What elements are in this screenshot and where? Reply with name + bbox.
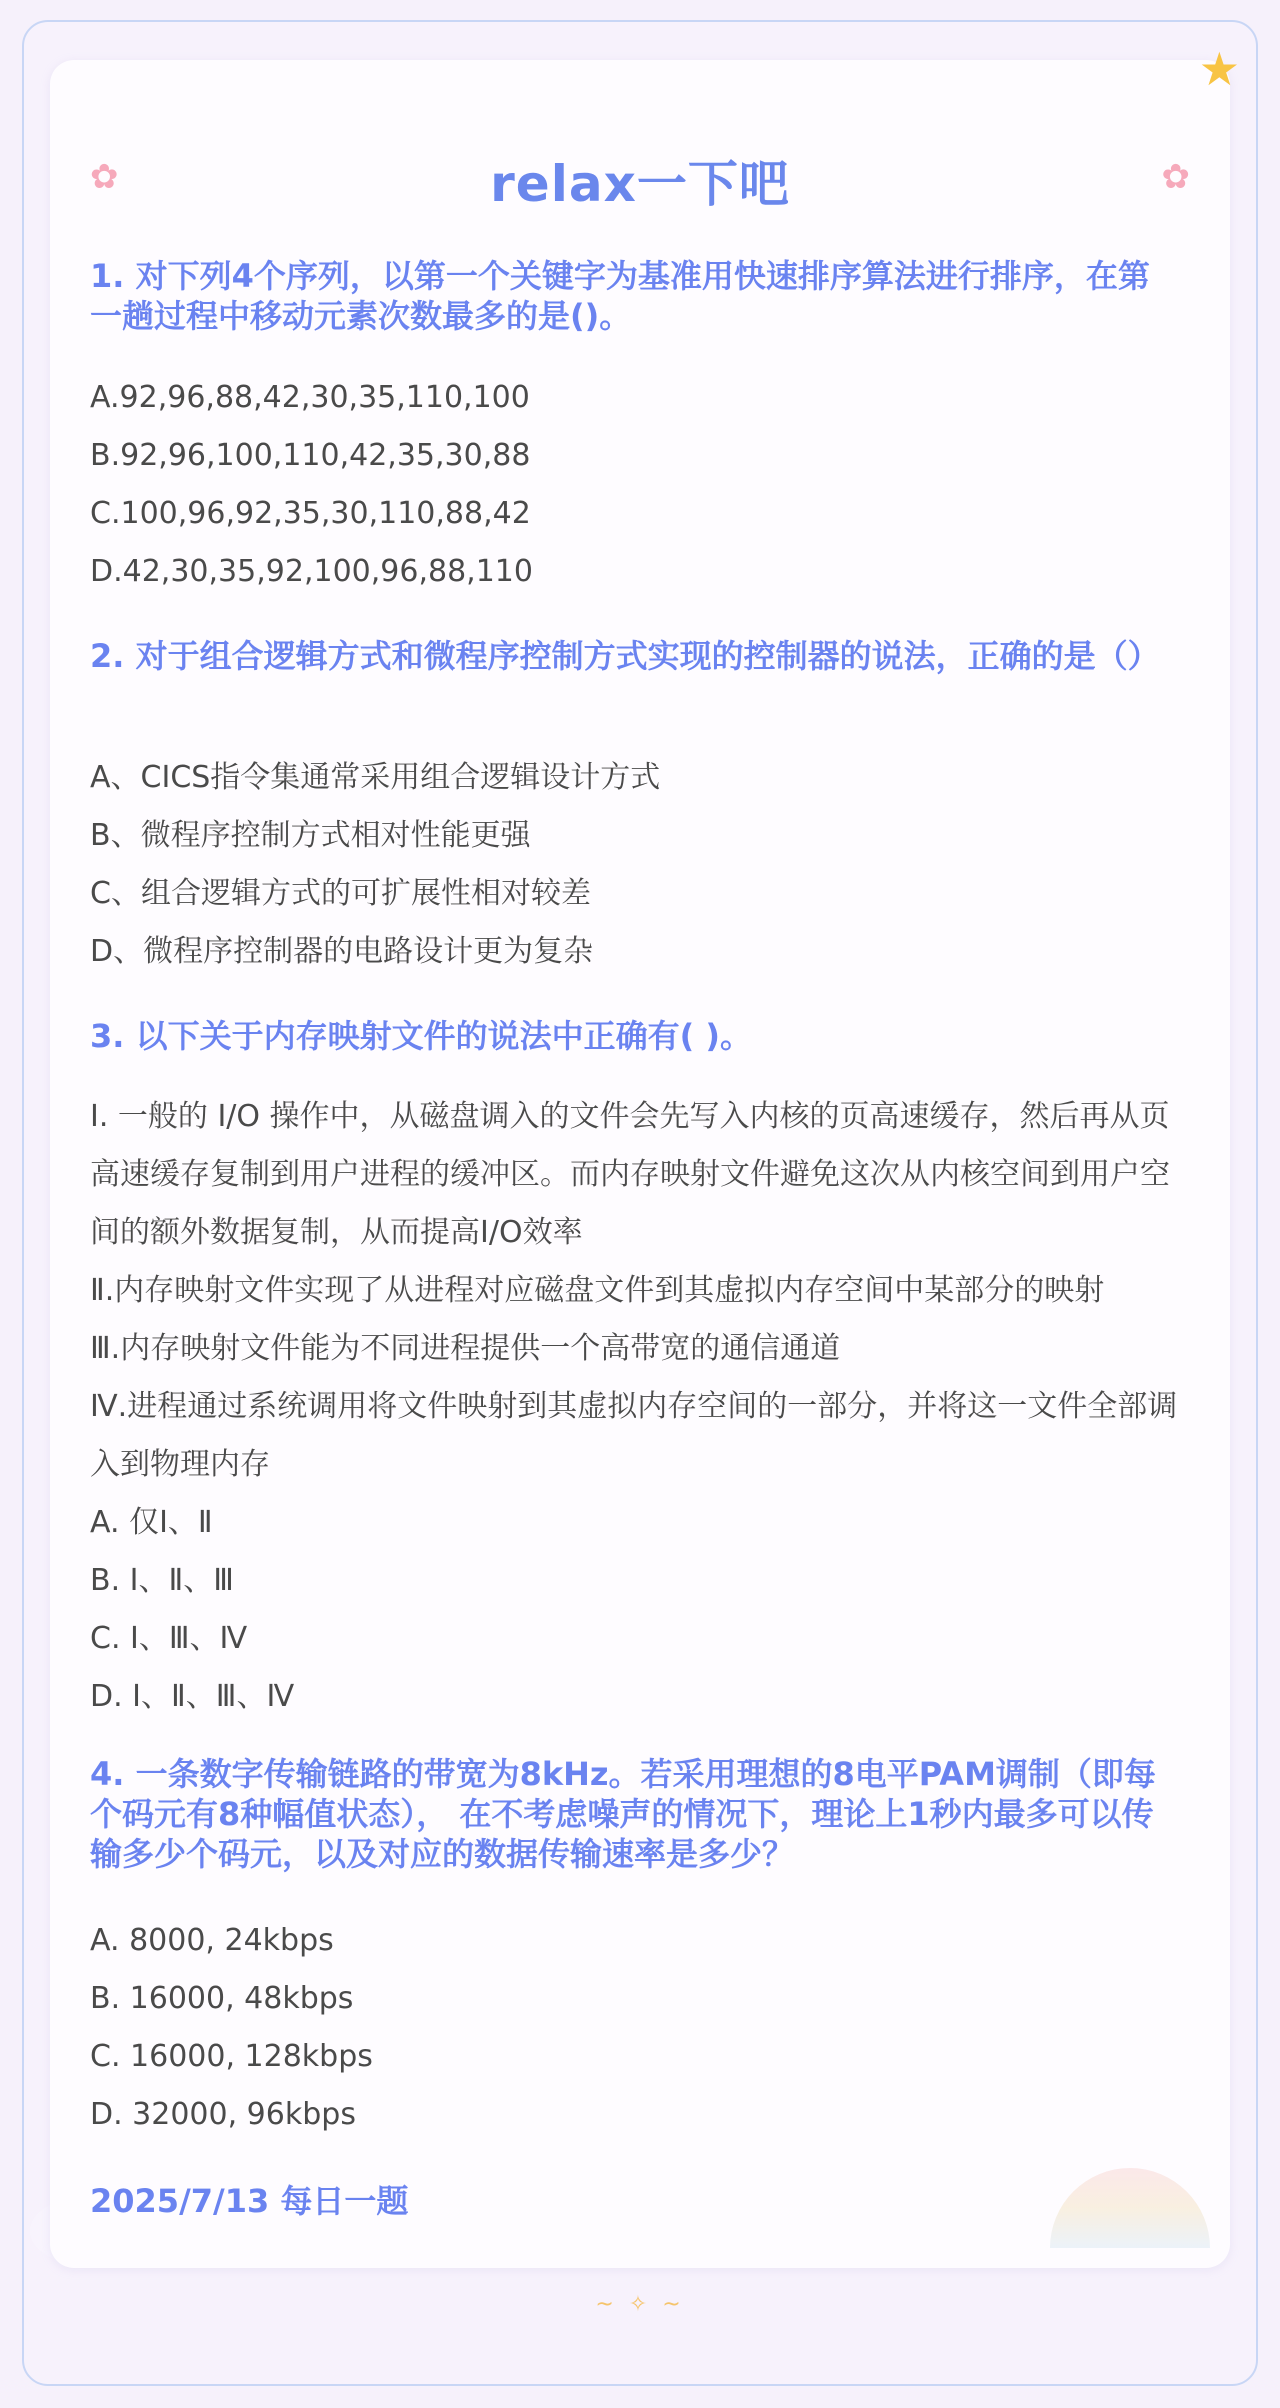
statement-2: Ⅱ.内存映射文件实现了从进程对应磁盘文件到其虚拟内存空间中某部分的映射	[90, 1273, 1105, 1308]
flower-icon: ✿	[90, 157, 119, 197]
option-a: A. 仅Ⅰ、Ⅱ	[90, 1505, 213, 1540]
date-label: 2025/7/13 每日一题	[90, 2182, 409, 2220]
option-d: D. Ⅰ、Ⅱ、Ⅲ、Ⅳ	[90, 1679, 295, 1714]
option-c: C. 16000, 128kbps	[90, 2039, 373, 2074]
question-1-options	[90, 369, 1180, 601]
question-title: 3. 以下关于内存映射文件的说法中正确有( )。	[90, 1017, 752, 1055]
question-title: 1. 对下列4个序列，以第一个关键字为基准用快速排序算法进行排序，在第一趟过程中移动元素次数最多的是()。	[90, 257, 1150, 335]
option-b: B. 16000, 48kbps	[90, 1981, 354, 2016]
statement-3: Ⅲ.内存映射文件能为不同进程提供一个高带宽的通信通道	[90, 1331, 841, 1366]
option-a: A.92,96,88,42,30,35,110,100	[90, 380, 530, 415]
option-b: B、微程序控制方式相对性能更强	[90, 818, 531, 853]
question-title: 2. 对于组合逻辑方式和微程序控制方式实现的控制器的说法，正确的是（）	[90, 637, 1160, 675]
question-3	[90, 1016, 1180, 1056]
statement-1: Ⅰ. 一般的 I/O 操作中，从磁盘调入的文件会先写入内核的页高速缓存，然后再从页高速缓存复制到用户进程的缓冲区。而内存映射文件避免这次从内核空间到用户空间的额外数据复制，从而提高I/O效率	[90, 1099, 1170, 1250]
question-title: 4. 一条数字传输链路的带宽为8kHz。若采用理想的8电平PAM调制（即每个码元有8种幅值状态）， 在不考虑噪声的情况下，理论上1秒内最多可以传输多少个码元，以及对应的数据传输速率是多少？	[90, 1755, 1156, 1873]
flower-icon: ✿	[1161, 157, 1190, 197]
question-4	[90, 1754, 1180, 1874]
question-1	[90, 256, 1180, 336]
option-d: D.42,30,35,92,100,96,88,110	[90, 554, 533, 589]
question-4-options	[90, 1912, 1180, 2144]
star-icon: ★	[1198, 42, 1240, 96]
option-a: A. 8000, 24kbps	[90, 1923, 334, 1958]
option-d: D、微程序控制器的电路设计更为复杂	[90, 934, 594, 969]
option-d: D. 32000, 96kbps	[90, 2097, 356, 2132]
page-title: relax一下吧	[490, 155, 790, 213]
option-c: C.100,96,92,35,30,110,88,42	[90, 496, 531, 531]
question-2	[90, 636, 1180, 676]
option-b: B. Ⅰ、Ⅱ、Ⅲ	[90, 1563, 234, 1598]
question-3-body	[90, 1088, 1180, 1726]
question-2-options	[90, 749, 1180, 981]
option-c: C、组合逻辑方式的可扩展性相对较差	[90, 876, 591, 911]
footer-decoration: ~ ✧ ~	[595, 2292, 685, 2317]
option-a: A、CICS指令集通常采用组合逻辑设计方式	[90, 760, 661, 795]
statement-4: Ⅳ.进程通过系统调用将文件映射到其虚拟内存空间的一部分，并将这一文件全部调入到物理内存	[90, 1389, 1178, 1482]
option-c: C. Ⅰ、Ⅲ、Ⅳ	[90, 1621, 248, 1656]
option-b: B.92,96,100,110,42,35,30,88	[90, 438, 531, 473]
